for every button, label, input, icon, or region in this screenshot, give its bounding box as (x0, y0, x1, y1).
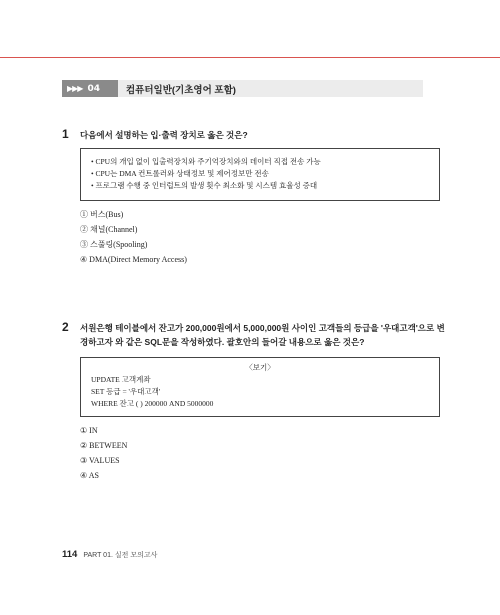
option-3: ③ 스풀링(Spooling) (80, 240, 148, 249)
option-3: ③ VALUES (80, 456, 120, 465)
page-number: 114 (62, 549, 78, 560)
option-1: ① IN (80, 426, 98, 435)
arrow-icons: ▶▶▶ (67, 84, 83, 93)
question-text-line: 서원은행 테이블에서 잔고가 200,000원에서 5,000,000원 사이인 고객들의 등급을 '우대고객'으로 변 (80, 323, 445, 333)
example-title: 〈보기〉 (245, 363, 275, 372)
section-title: 컴퓨터일반(기초영어 포함) (118, 80, 423, 97)
question-1-options (80, 207, 187, 267)
sql-line: UPDATE 고객계좌 (91, 375, 151, 384)
question-1-number: 1 (62, 127, 69, 141)
info-line: • CPU는 DMA 컨트롤러와 상태정보 및 제어정보만 전송 (91, 169, 269, 178)
page-footer (62, 549, 157, 560)
section-number: 04 (87, 83, 100, 94)
question-2-example-box (80, 357, 440, 417)
question-text-line: 다음에서 설명하는 입·출력 장치로 옳은 것은? (80, 130, 248, 140)
top-rule (0, 57, 500, 58)
option-2: ② 채널(Channel) (80, 225, 138, 234)
option-1: ① 버스(Bus) (80, 210, 124, 219)
question-2-number: 2 (62, 320, 69, 334)
question-text-line: 경하고자 와 같은 SQL문을 작성하였다. 괄호안의 들어갈 내용으로 옳은 것은? (80, 337, 365, 347)
question-2-text (80, 321, 450, 349)
section-tag (62, 80, 118, 97)
question-1-info-box (80, 148, 440, 201)
part-label: PART 01. 실전 모의고사 (83, 552, 158, 559)
sql-line: SET 등급 = '우대고객' (91, 387, 161, 396)
option-2: ② BETWEEN (80, 441, 128, 450)
sql-line: WHERE 잔고 ( ) 200000 AND 5000000 (91, 399, 214, 408)
section-header (62, 80, 423, 97)
option-4: ④ AS (80, 471, 99, 480)
option-4: ④ DMA(Direct Memory Access) (80, 255, 187, 264)
question-2-options (80, 423, 127, 483)
info-line: • CPU의 개입 없이 입출력장치와 주기억장치와의 데이터 직접 전송 가능 (91, 157, 321, 166)
question-1-text (80, 128, 450, 142)
info-line: • 프로그램 수행 중 인터럽트의 발생 횟수 최소화 및 시스템 효율성 증대 (91, 181, 318, 190)
